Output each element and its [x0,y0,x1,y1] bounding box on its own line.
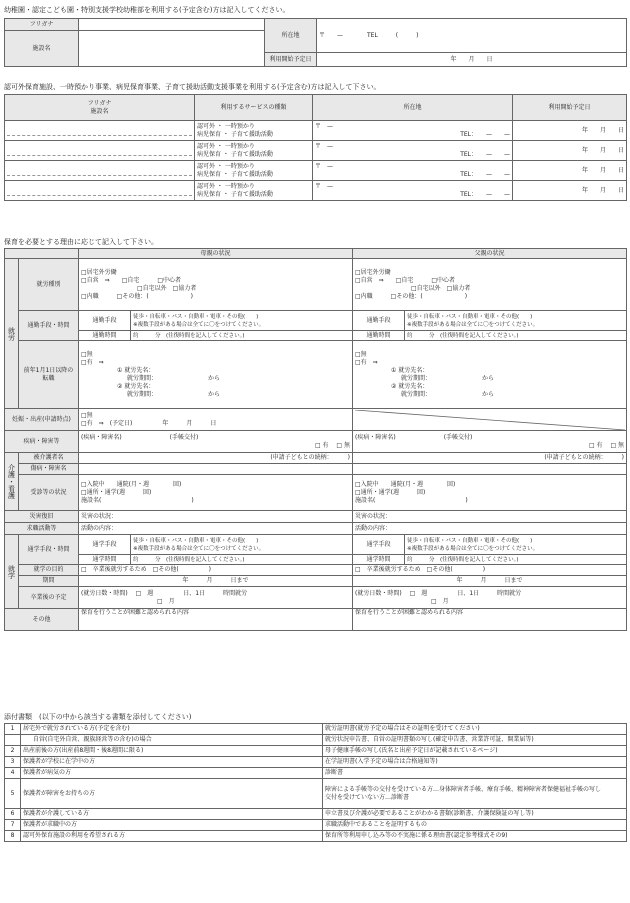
father-commute-time-label: 通勤時間 [353,331,405,341]
attachment-case: 居宅外で就労されている方(予定を含む) [21,724,323,735]
start-label: 利用開始予定日 [265,53,317,67]
sec2-address-4[interactable]: 〒 — TEL： — — [313,181,513,201]
father-school-time[interactable]: 約 分 (往復時間を記入してください。) [405,555,627,565]
father-purpose[interactable]: □ 卒業後就労するため □その他( ) [353,565,627,576]
sec2-service-2[interactable]: 認可外 ・ 一時預かり 病児保育 ・ 子育て援助活動 [195,141,313,161]
attachment-case: 保護者が病気の方 [21,768,323,779]
attachment-document: 求職活動中であることを証明するもの [323,820,627,831]
father-ill-name[interactable] [353,464,627,475]
attachment-case: 認可外保育施設の利用を希望される方 [21,831,323,842]
attachment-document: 申立書及び介護が必要であることがわかる書類(診断書、介護保険証の写し等) [323,809,627,820]
sec2-address-2[interactable]: 〒 — TEL： — — [313,141,513,161]
attachment-document: 障害による手帳等の交付を受けている方…身体障害者手帳、療育手帳、精神障害者保健福祉手帳の写し 交付を受けていない方…診断書 [323,779,627,809]
sec4-title: 添付書類 (以下の中から該当する書類を添付してください) [4,713,192,721]
sec2-date-4[interactable]: 年 月 日 [513,181,627,201]
start-field[interactable]: 年 月 日 [317,53,627,67]
attachment-case: 保護者が求職中の方 [21,820,323,831]
attachment-document: 就労証明書(就労予定の場合はその証明を受けてください) [323,724,627,735]
father-other[interactable]: 保育を行うことが困難と認められる内容 [353,609,627,631]
attachment-number: 1 [5,724,21,735]
father-work-type[interactable]: □居宅外労働 □自営 ⇒ □自宅 □中心者 □自宅以外 □協力者 □内職 □その他：( ) [353,259,627,311]
mother-work-type[interactable]: □居宅外労働 □自営 ⇒ □自宅 □中心者 □自宅以外 □協力者 □内職 □その他：( ) [79,259,353,311]
father-visit[interactable]: □入院中 通院(月・週 回) □通所・通学(週 回) 施設名( ) [353,475,627,511]
attachment-document: 在学証明書(入学予定の場合は合格通知等) [323,757,627,768]
sec2-date-3[interactable]: 年 月 日 [513,161,627,181]
father-school-time-label: 通学時間 [353,555,405,565]
facility-field[interactable] [79,31,265,67]
sec2-service-1[interactable]: 認可外 ・ 一時預かり 病児保育 ・ 子育て援助活動 [195,121,313,141]
sec2-table [4,94,627,201]
address-label: 所在地 [265,19,317,53]
father-school-means[interactable]: 徒歩・自転車・バス・自動車・電車・その他( ) ※複数手段がある場合は全てに〇をつけてください。 [405,535,627,555]
mother-purpose[interactable]: □ 卒業後就労するため □その他( ) [79,565,353,576]
mother-school-means[interactable]: 徒歩・自転車・バス・自動車・電車・その他( ) ※複数手段がある場合は全てに〇をつけてください。 [131,535,353,555]
mother-commute-time[interactable]: 約 分 (往復時間を記入してください。) [131,331,353,341]
father-header: 父親の状況 [353,249,627,259]
attachment-document: 保育所等利用申し込み等の不実施に係る理由書(認定参考様式その9) [323,831,627,842]
ill-name-label: 傷病・障害名 [19,464,79,475]
attachment-case: 自営(自宅外自営、親族経営等の含む)の場合 [21,735,323,746]
father-commute-time[interactable]: 約 分 (往復時間を記入してください。) [405,331,627,341]
sec2-date-2[interactable]: 年 月 日 [513,141,627,161]
sec3-corner [5,249,79,259]
sec1-table [4,18,627,67]
attachment-case: 保護者が学校に在学中の方 [21,757,323,768]
mother-school-means-label: 通学手段 [79,535,131,555]
commute-label: 通勤手段・時間 [19,311,79,341]
attachment-number: 8 [5,831,21,842]
sec2-h-service: 利用するサービスの種類 [195,95,313,121]
attachment-number: 2 [5,746,21,757]
father-jobhunt[interactable]: 活動の内容： [353,523,627,535]
attachment-document: 診断書 [323,768,627,779]
attachment-row [5,735,627,746]
father-period[interactable]: 年 月 日まで [353,576,627,587]
address-field[interactable]: 〒 — TEL ( ) [317,19,627,53]
attachment-document: 母子健康手帳の写し(氏名と出産予定日が記載されているページ) [323,746,627,757]
father-commute-means-label: 通勤手段 [353,311,405,331]
mother-carer[interactable]: (申請子どもとの続柄： ) [79,453,353,464]
mother-other[interactable]: 保育を行うことが困難と認められる内容 [79,609,353,631]
sec2-service-4[interactable]: 認可外 ・ 一時預かり 病児保育 ・ 子育て援助活動 [195,181,313,201]
sec2-title: 認可外保育施設、一時預かり事業、病児保育事業、子育て援助活動支援事業を利用する(予定含む)方は記入して下さい。 [4,83,381,91]
period-label: 期間 [19,576,79,587]
father-prev-job[interactable]: □無 □有 ⇒ ① 就労先名： 就労期間： から ② 就労先名： 就労期間： から [353,341,627,409]
mother-commute-means-label: 通勤手段 [79,311,131,331]
father-school-means-label: 通学手段 [353,535,405,555]
sec2-name-2[interactable] [5,141,195,161]
sec2-name-4[interactable] [5,181,195,201]
sec1-title: 幼稚園・認定こども園・特別支援学校幼稚部を利用する(予定含む)方は記入してください。 [4,6,290,14]
attachment-number [5,735,21,746]
father-after-grad[interactable]: (就労日数・時間) □ 週 日、1日 時間就労 □ 月 [353,587,627,609]
attachments-table [4,723,627,842]
sec2-service-3[interactable]: 認可外 ・ 一時預かり 病児保育 ・ 子育て援助活動 [195,161,313,181]
mother-after-grad[interactable]: (就労日数・時間) □ 週 日、1日 時間就労 □ 月 [79,587,353,609]
facility-label: 施設名 [5,31,79,67]
mother-jobhunt[interactable]: 活動の内容： [79,523,353,535]
prev-job-label: 前年1月1日以降の転職 [19,341,79,409]
illness-label: 疾病・障害等 [5,431,79,453]
sec2-h-name: フリガナ 施設名 [5,95,195,121]
sec2-date-1[interactable]: 年 月 日 [513,121,627,141]
attachment-case: 保護者が介護している方 [21,809,323,820]
father-illness[interactable]: (疾病・障害名) (手帳交付) □ 有 □ 無 [353,431,627,453]
sec2-address-3[interactable]: 〒 — TEL： — — [313,161,513,181]
father-carer[interactable]: (申請子どもとの続柄： ) [353,453,627,464]
attachment-number: 7 [5,820,21,831]
furigana-label: フリガナ [5,19,79,31]
attachment-row [5,724,627,735]
carer-name-label: 被介護者名 [19,453,79,464]
diagonal-strike [355,410,625,430]
attachment-number: 6 [5,809,21,820]
sec2-name-1[interactable] [5,121,195,141]
mother-commute-means[interactable]: 徒歩・自転車・バス・自動車・電車・その他( ) ※複数手段がある場合は全てに〇をつけてください。 [131,311,353,331]
father-commute-means[interactable]: 徒歩・自転車・バス・自動車・電車・その他( ) ※複数手段がある場合は全てに〇をつけてください。 [405,311,627,331]
father-disaster[interactable]: 災害の状況： [353,511,627,523]
pregnancy-label: 妊娠・出産(申請時点) [5,409,79,431]
attachment-case: 保護者が障害をお持ちの方 [21,779,323,809]
other-label: その他 [5,609,79,631]
study-label: 就学 [5,535,19,609]
attachment-row [5,746,627,757]
sec3-title: 保育を必要とする理由に応じて記入して下さい。 [4,238,158,246]
care-label: 介護・看護 [5,453,19,511]
attachment-number: 3 [5,757,21,768]
attachment-row [5,757,627,768]
work-type-label: 就労種別 [19,259,79,311]
mother-period[interactable]: 年 月 日まで [79,576,353,587]
attachment-row [5,820,627,831]
attachment-row [5,809,627,820]
work-label: 就労 [5,259,19,409]
mother-disaster[interactable]: 災害の状況： [79,511,353,523]
sec2-address-1[interactable]: 〒 — TEL： — — [313,121,513,141]
purpose-label: 就学の目的 [19,565,79,576]
mother-school-time-label: 通学時間 [79,555,131,565]
mother-commute-time-label: 通勤時間 [79,331,131,341]
attachment-document: 就労状況申告書、自営の証明書類の写し(確定申告書、営業許可証、開業届等) [323,735,627,746]
mother-prev-job[interactable]: □無 □有 ⇒ ① 就労先名： 就労期間： から ② 就労先名： 就労期間： から [79,341,353,409]
disaster-label: 災害復旧 [5,511,79,523]
mother-pregnancy[interactable]: □無 □有 ⇒ (予定日) 年 月 日 [79,409,353,431]
mother-illness[interactable]: (疾病・障害名) (手帳交付) □ 有 □ 無 [79,431,353,453]
sec2-h-date: 利用開始予定日 [513,95,627,121]
attachment-row [5,768,627,779]
after-grad-label: 卒業後の予定 [19,587,79,609]
attachment-row [5,779,627,809]
father-pregnancy-na [353,409,627,431]
attachment-case: 出産前後の方(出産前8週間・後8週間に限る) [21,746,323,757]
mother-school-time[interactable]: 約 分 (往復時間を記入してください。) [131,555,353,565]
jobhunt-label: 求職活動等 [5,523,79,535]
attachment-number: 4 [5,768,21,779]
visit-label: 受診等の状況 [19,475,79,511]
attachment-row [5,831,627,842]
sec3-table [4,248,627,631]
mother-header: 母親の状況 [79,249,353,259]
sec2-h-address: 所在地 [313,95,513,121]
sec2-name-3[interactable] [5,161,195,181]
furigana-field[interactable] [79,19,265,31]
attachment-number: 5 [5,779,21,809]
mother-visit[interactable]: □入院中 通院(月・週 回) □通所・通学(週 回) 施設名( ) [79,475,353,511]
school-commute-label: 通学手段・時間 [19,535,79,565]
mother-ill-name[interactable] [79,464,353,475]
